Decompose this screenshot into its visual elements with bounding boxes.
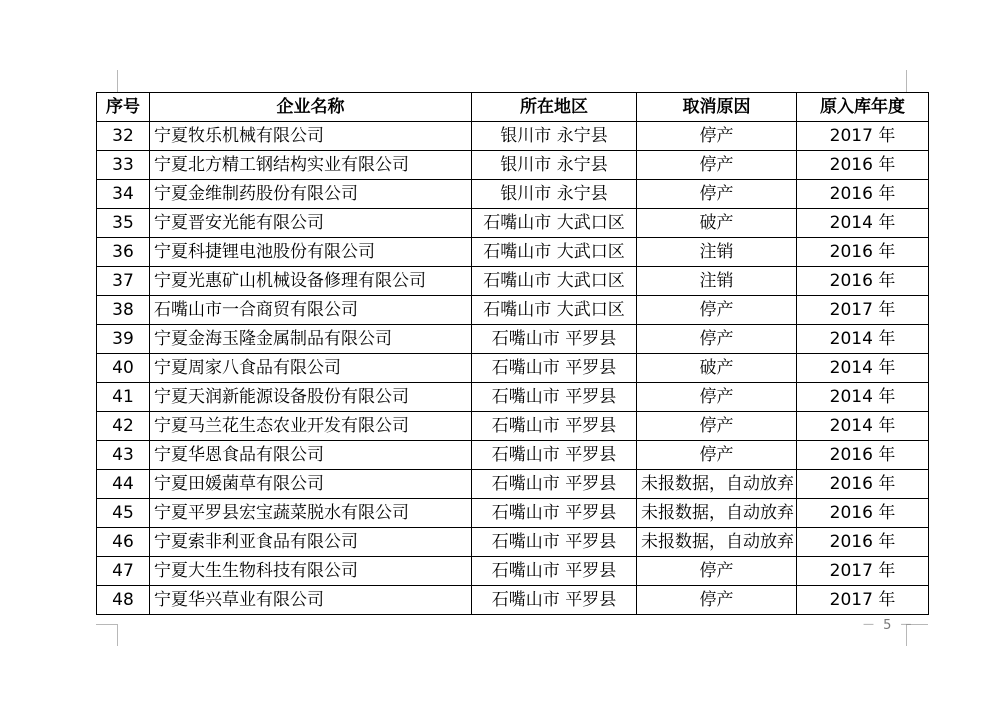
cell-original-year: 2014 年: [797, 325, 929, 354]
cell-index: 34: [97, 180, 150, 209]
cell-index: 39: [97, 325, 150, 354]
cell-cancel-reason: 停产: [637, 151, 797, 180]
page-number: － 5 －: [862, 618, 915, 633]
cell-company-name: 宁夏周家八食品有限公司: [150, 354, 472, 383]
cell-region: 石嘴山市 平罗县: [472, 412, 637, 441]
cell-region: 石嘴山市 平罗县: [472, 383, 637, 412]
cell-company-name: 宁夏金海玉隆金属制品有限公司: [150, 325, 472, 354]
cell-cancel-reason: 未报数据，自动放弃: [637, 528, 797, 557]
cell-original-year: 2016 年: [797, 151, 929, 180]
cell-cancel-reason: 注销: [637, 267, 797, 296]
cell-index: 45: [97, 499, 150, 528]
cell-cancel-reason: 注销: [637, 238, 797, 267]
cell-original-year: 2017 年: [797, 586, 929, 615]
cell-original-year: 2014 年: [797, 354, 929, 383]
cell-original-year: 2017 年: [797, 296, 929, 325]
cell-index: 41: [97, 383, 150, 412]
cell-cancel-reason: 停产: [637, 557, 797, 586]
crop-mark-bottom-left-v: [117, 624, 118, 646]
cell-original-year: 2017 年: [797, 557, 929, 586]
cell-company-name: 宁夏牧乐机械有限公司: [150, 122, 472, 151]
enterprise-table: [96, 92, 929, 615]
cell-original-year: 2016 年: [797, 267, 929, 296]
header-company-name: 企业名称: [150, 93, 472, 122]
cell-cancel-reason: 停产: [637, 296, 797, 325]
cell-company-name: 宁夏华恩食品有限公司: [150, 441, 472, 470]
cell-region: 石嘴山市 大武口区: [472, 238, 637, 267]
cell-region: 石嘴山市 平罗县: [472, 354, 637, 383]
cell-original-year: 2016 年: [797, 180, 929, 209]
cell-index: 38: [97, 296, 150, 325]
cell-region: 银川市 永宁县: [472, 151, 637, 180]
table-row: [97, 238, 929, 267]
header-region: 所在地区: [472, 93, 637, 122]
cell-region: 石嘴山市 平罗县: [472, 325, 637, 354]
cell-region: 石嘴山市 平罗县: [472, 528, 637, 557]
cell-company-name: 宁夏金维制药股份有限公司: [150, 180, 472, 209]
table-row: [97, 470, 929, 499]
cell-original-year: 2014 年: [797, 383, 929, 412]
cell-company-name: 宁夏大生生物科技有限公司: [150, 557, 472, 586]
cell-cancel-reason: 未报数据，自动放弃: [637, 499, 797, 528]
cell-company-name: 宁夏天润新能源设备股份有限公司: [150, 383, 472, 412]
cell-original-year: 2017 年: [797, 122, 929, 151]
cell-company-name: 宁夏田媛菌草有限公司: [150, 470, 472, 499]
table-header-row: [97, 93, 929, 122]
cell-company-name: 宁夏平罗县宏宝蔬菜脱水有限公司: [150, 499, 472, 528]
cell-region: 银川市 永宁县: [472, 122, 637, 151]
cell-region: 石嘴山市 平罗县: [472, 557, 637, 586]
cell-original-year: 2016 年: [797, 238, 929, 267]
cell-cancel-reason: 未报数据，自动放弃: [637, 470, 797, 499]
cell-index: 40: [97, 354, 150, 383]
cell-cancel-reason: 停产: [637, 441, 797, 470]
table-row: [97, 528, 929, 557]
cell-index: 37: [97, 267, 150, 296]
cell-cancel-reason: 停产: [637, 122, 797, 151]
crop-mark-top-left-v: [117, 70, 118, 92]
cell-original-year: 2016 年: [797, 528, 929, 557]
cell-index: 35: [97, 209, 150, 238]
cell-company-name: 宁夏科捷锂电池股份有限公司: [150, 238, 472, 267]
cell-original-year: 2016 年: [797, 441, 929, 470]
cell-region: 石嘴山市 大武口区: [472, 267, 637, 296]
cell-index: 46: [97, 528, 150, 557]
cell-company-name: 宁夏北方精工钢结构实业有限公司: [150, 151, 472, 180]
cell-region: 石嘴山市 平罗县: [472, 470, 637, 499]
cell-company-name: 宁夏索非利亚食品有限公司: [150, 528, 472, 557]
cell-region: 石嘴山市 平罗县: [472, 441, 637, 470]
cell-company-name: 宁夏晋安光能有限公司: [150, 209, 472, 238]
cell-company-name: 宁夏华兴草业有限公司: [150, 586, 472, 615]
cell-cancel-reason: 停产: [637, 586, 797, 615]
table-row: [97, 209, 929, 238]
cell-region: 石嘴山市 大武口区: [472, 296, 637, 325]
cell-cancel-reason: 停产: [637, 325, 797, 354]
table-row: [97, 296, 929, 325]
cell-original-year: 2016 年: [797, 499, 929, 528]
table-body: [97, 122, 929, 615]
table-row: [97, 267, 929, 296]
cell-cancel-reason: 停产: [637, 383, 797, 412]
table-row: [97, 122, 929, 151]
cell-index: 42: [97, 412, 150, 441]
table-row: [97, 441, 929, 470]
header-cancel-reason: 取消原因: [637, 93, 797, 122]
table-row: [97, 412, 929, 441]
cell-index: 36: [97, 238, 150, 267]
cell-cancel-reason: 停产: [637, 180, 797, 209]
header-index: 序号: [97, 93, 150, 122]
table-row: [97, 354, 929, 383]
table-row: [97, 557, 929, 586]
crop-mark-bottom-left-h: [96, 624, 118, 625]
table-row: [97, 499, 929, 528]
cell-index: 43: [97, 441, 150, 470]
cell-region: 银川市 永宁县: [472, 180, 637, 209]
crop-mark-top-right-v: [906, 70, 907, 92]
cell-region: 石嘴山市 大武口区: [472, 209, 637, 238]
cell-cancel-reason: 破产: [637, 209, 797, 238]
cell-company-name: 宁夏光惠矿山机械设备修理有限公司: [150, 267, 472, 296]
table-row: [97, 383, 929, 412]
cell-index: 32: [97, 122, 150, 151]
cell-region: 石嘴山市 平罗县: [472, 586, 637, 615]
cell-index: 48: [97, 586, 150, 615]
cell-index: 44: [97, 470, 150, 499]
cell-index: 47: [97, 557, 150, 586]
cell-company-name: 石嘴山市一合商贸有限公司: [150, 296, 472, 325]
cell-cancel-reason: 停产: [637, 412, 797, 441]
cell-index: 33: [97, 151, 150, 180]
cell-original-year: 2016 年: [797, 470, 929, 499]
cell-original-year: 2014 年: [797, 412, 929, 441]
table-row: [97, 180, 929, 209]
cell-region: 石嘴山市 平罗县: [472, 499, 637, 528]
cell-company-name: 宁夏马兰花生态农业开发有限公司: [150, 412, 472, 441]
cell-original-year: 2014 年: [797, 209, 929, 238]
table-row: [97, 151, 929, 180]
header-original-year: 原入库年度: [797, 93, 929, 122]
cell-cancel-reason: 破产: [637, 354, 797, 383]
table-row: [97, 325, 929, 354]
table-row: [97, 586, 929, 615]
